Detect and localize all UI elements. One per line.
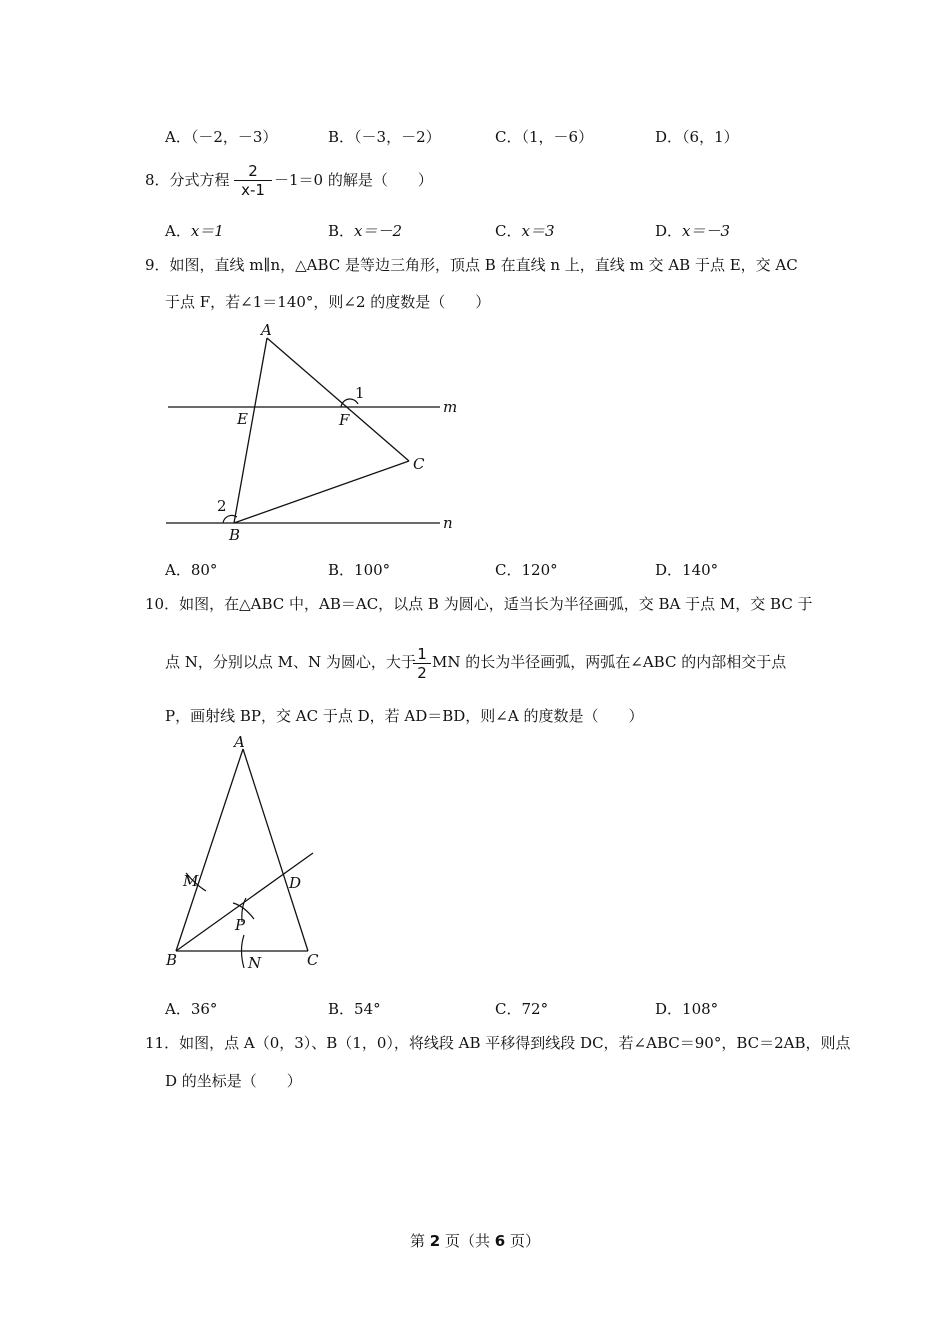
q9-option-a [165,560,217,580]
side-ab [176,749,243,951]
label-n: N [248,954,262,972]
q8-stem-prefix [145,170,230,190]
label-a: A [234,733,245,751]
label-c: C [413,455,425,473]
q9-option-b [328,560,390,580]
option-text: 100° [354,561,391,579]
footer-text: 第 [410,1232,430,1250]
q10-stem-line-1: 10．如图，在△ABC 中，AB＝AC，以点 B 为圆心，适当长为半径画弧，交 BA 于点 M，交 BC 于 [145,595,813,613]
option-label: B． [328,222,355,240]
fraction-numerator: 1 [417,645,427,663]
label-m: m [443,398,458,416]
option-label: A． [165,561,191,579]
option-text: x＝－2 [354,222,403,240]
q8-option-a [165,221,224,241]
footer-text: 页） [505,1232,540,1250]
option-text: x＝3 [521,222,555,240]
label-angle-2: 2 [217,497,227,515]
option-text: 80° [190,561,218,579]
q10-stem-line-2-prefix: 点 N，分别以点 M、N 为圆心，大于 [165,653,416,671]
q10-option-c [495,999,548,1019]
q8-prefix-text: 分式方程 [169,171,230,189]
label-e: E [237,410,248,428]
total-pages: 6 [494,1232,506,1250]
fraction-denominator: 2 [417,664,427,682]
option-text: （1，－6） [521,128,594,146]
option-label: B． [328,1000,355,1018]
q10-figure [160,732,330,977]
side-bc [234,461,409,523]
option-text: 120° [521,561,558,579]
side-ac [267,338,409,461]
q9-stem-line-1: 9．如图，直线 m∥n，△ABC 是等边三角形，顶点 B 在直线 n 上，直线 m 交 AB 于点 E，交 AC [145,256,798,274]
footer-text: 页（共 [440,1232,495,1250]
label-a: A [261,321,272,339]
q10-stem-line-2-suffix: MN 的长为半径画弧，两弧在∠ABC 的内部相交于点 [432,653,787,671]
option-text: 108° [682,1000,719,1018]
option-text: （－3，－2） [354,128,441,146]
q9-option-d [655,560,718,580]
q7-option-c [495,127,593,147]
q8-option-c [495,221,555,241]
option-label: D． [655,561,683,579]
q9-stem-line-2: 于点 F，若∠1＝140°，则∠2 的度数是（ ） [165,293,491,311]
option-label: D． [655,222,683,240]
q11-stem-line-2: D 的坐标是（ ） [165,1072,302,1090]
option-text: x＝1 [190,222,224,240]
option-text: 72° [521,1000,549,1018]
option-label: C． [495,128,522,146]
q8-fraction [234,162,272,199]
option-label: D． [655,128,683,146]
question-number: 8． [145,171,170,189]
label-d: D [289,874,302,892]
q10-option-b [328,999,381,1019]
q10-option-d [655,999,718,1019]
option-text: （6，1） [682,128,739,146]
option-text: （－2，－3） [190,128,278,146]
q8-option-b [328,221,402,241]
label-b: B [229,526,241,544]
option-text: 54° [354,1000,381,1018]
q10-option-a [165,999,217,1019]
label-b: B [166,951,178,969]
q9-figure [160,318,470,550]
q11-stem-line-1: 11．如图，点 A（0，3）、B（1，0），将线段 AB 平移得到线段 DC，若∠ABC＝90°，BC＝2AB，则点 [145,1034,851,1052]
label-f: F [339,411,350,429]
label-c: C [307,951,319,969]
q8-option-d [655,221,730,241]
option-text: x＝－3 [682,222,731,240]
option-label: C． [495,561,522,579]
label-m: M [183,872,199,890]
page-number: 2 [429,1232,441,1250]
option-label: A． [165,222,191,240]
q7-option-d [655,127,739,147]
side-ac [243,749,308,951]
option-label: C． [495,222,522,240]
q9-option-c [495,560,558,580]
fraction-numerator: 2 [248,162,258,180]
label-angle-1: 1 [355,384,365,402]
q10-fraction [413,645,431,682]
option-label: B． [328,128,355,146]
option-label: C． [495,1000,522,1018]
side-ab [234,338,267,523]
option-label: D． [655,1000,683,1018]
q10-stem-line-3: P，画射线 BP，交 AC 于点 D，若 AD＝BD，则∠A 的度数是（ ） [165,707,644,725]
label-p: P [235,916,246,934]
option-text: 140° [682,561,719,579]
page-footer [0,1230,950,1251]
q8-stem-suffix: －1＝0 的解是（ ） [274,171,433,189]
label-n: n [443,514,453,532]
fraction-denominator: x-1 [241,181,265,199]
q7-option-b [328,127,441,147]
option-label: A． [165,128,191,146]
option-label: B． [328,561,355,579]
option-label: A． [165,1000,191,1018]
q7-option-a [165,127,277,147]
option-text: 36° [190,1000,218,1018]
